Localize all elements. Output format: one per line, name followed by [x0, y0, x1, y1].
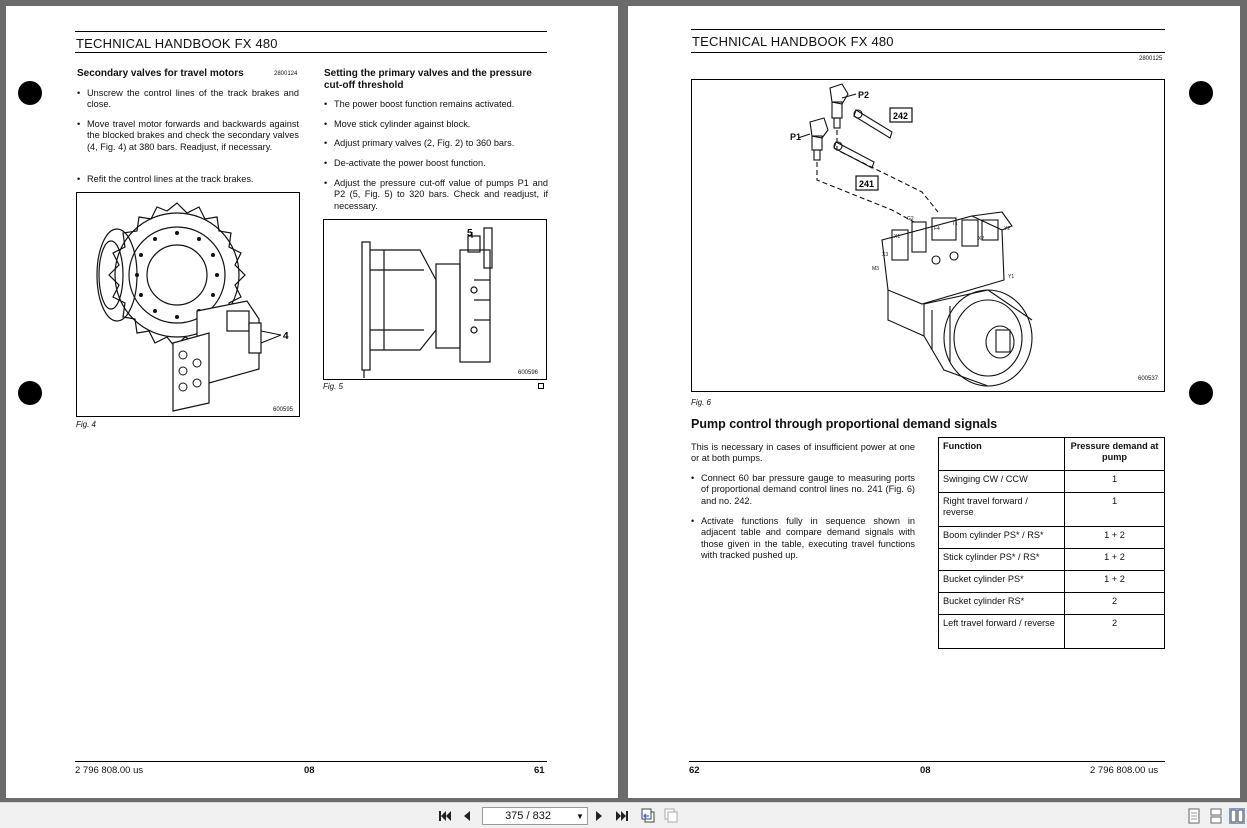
port-label: T1 — [952, 221, 958, 227]
figure-6-drawing — [691, 79, 1165, 392]
figure-caption: Fig. 6 — [691, 398, 712, 407]
table-cell: 1 — [1065, 493, 1165, 527]
figure-caption: Fig. 4 — [76, 420, 97, 429]
header-rule-top — [691, 29, 1165, 30]
table-row — [939, 549, 1165, 571]
port-label: Y2 — [1004, 226, 1011, 232]
table-cell: Right travel forward / reverse — [939, 493, 1065, 527]
document-number: 2800124 — [274, 71, 298, 77]
table-row — [939, 571, 1165, 593]
table-cell: Swinging CW / CCW — [939, 471, 1065, 493]
port-label: G2 — [907, 216, 914, 222]
viewer-toolbar — [0, 802, 1247, 828]
page-number-input[interactable] — [482, 807, 588, 825]
line-label-242: 242 — [893, 111, 909, 121]
previous-page-icon — [462, 810, 472, 822]
table-cell: 1 — [1065, 471, 1165, 493]
table-cell: Bucket cylinder RS* — [939, 593, 1065, 615]
table-cell: Stick cylinder PS* / RS* — [939, 549, 1065, 571]
table-cell: 1 + 2 — [1065, 549, 1165, 571]
table-cell: 1 + 2 — [1065, 571, 1165, 593]
section-heading: Setting the primary valves and the pressure cut-off threshold — [324, 68, 532, 91]
punch-hole — [1189, 81, 1213, 105]
port-label: X3 — [882, 252, 889, 258]
figure-5-drawing — [323, 219, 547, 380]
go-forward-button[interactable] — [663, 808, 679, 824]
port-label: X2 — [978, 236, 985, 242]
table-header: Pressure demand at pump — [1065, 438, 1165, 471]
table-cell: Bucket cylinder PS* — [939, 571, 1065, 593]
single-page-icon — [1188, 808, 1200, 824]
table-row — [939, 527, 1165, 549]
footer-section: 08 — [304, 765, 315, 776]
next-page-button[interactable] — [591, 808, 607, 824]
bullet-item: • De-activate the power boost function. — [324, 158, 548, 169]
footer-section: 08 — [920, 765, 931, 776]
last-page-button[interactable] — [614, 808, 630, 824]
callout-label: 5 — [467, 228, 473, 239]
figure-caption: Fig. 5 — [323, 382, 344, 391]
line-label-241: 241 — [859, 179, 875, 189]
pressure-demand-table — [938, 437, 1165, 649]
intro-paragraph: This is necessary in cases of insufficient power at one or at both pumps. — [691, 442, 915, 464]
page-header-title: TECHNICAL HANDBOOK FX 480 — [692, 34, 894, 49]
table-cell: Left travel forward / reverse — [939, 615, 1065, 649]
bullet-item: • Connect 60 bar pressure gauge to measuring ports of proportional demand control lines no. 241 (Fig. 6) and no. 242. — [691, 473, 915, 507]
figure-4-drawing — [76, 192, 300, 417]
page-61 — [6, 6, 618, 798]
punch-hole — [18, 81, 42, 105]
bullet-item: • Move travel motor forwards and backwards against the blocked brakes and check the secondary valves (4, Fig. 4) at 380 bars. Readjust, if necessary. — [77, 119, 299, 153]
continuous-page-icon — [1210, 808, 1222, 824]
section-title: Pump control through proportional demand signals — [691, 417, 998, 431]
punch-hole — [1189, 381, 1213, 405]
bullet-item: • Activate functions fully in sequence shown in adjacent table and compare demand signals with those given in the table, executing travel functions with tracked pushed up. — [691, 516, 915, 561]
header-rule-top — [75, 31, 547, 32]
footer-page-number: 62 — [689, 765, 700, 776]
document-number: 2800125 — [1139, 56, 1163, 62]
page-number-value: 375 / 832 — [505, 810, 551, 822]
last-page-icon — [615, 810, 629, 822]
bullet-item: • Adjust the pressure cut-off value of pumps P1 and P2 (5, Fig. 5) to 320 bars. Check and readjust, if necessary. — [324, 178, 548, 212]
footer-rule — [689, 761, 1165, 762]
chevron-down-icon[interactable]: ▼ — [576, 811, 584, 821]
page-header-title: TECHNICAL HANDBOOK FX 480 — [76, 36, 278, 51]
bullet-item: • Refit the control lines at the track brakes. — [77, 174, 299, 185]
port-label: Y1 — [1008, 274, 1015, 280]
end-of-section-mark — [538, 383, 544, 389]
table-row — [939, 493, 1165, 527]
header-rule-bottom — [691, 52, 1165, 53]
port-label: M3 — [872, 266, 879, 272]
forward-view-icon — [663, 808, 679, 824]
callout-label: 4 — [283, 331, 289, 342]
port-label-p1: P1 — [790, 132, 802, 142]
two-page-view-button[interactable] — [1229, 808, 1245, 824]
table-cell: 2 — [1065, 615, 1165, 649]
port-label: X1 — [894, 234, 901, 240]
footer-rule — [75, 761, 547, 762]
go-back-button[interactable] — [640, 808, 656, 824]
footer-docref: 2 796 808.00 us — [75, 765, 144, 776]
bullet-item: • Adjust primary valves (2, Fig. 2) to 360 bars. — [324, 138, 548, 149]
table-cell: 1 + 2 — [1065, 527, 1165, 549]
punch-hole — [18, 381, 42, 405]
table-row — [939, 615, 1165, 649]
next-page-icon — [594, 810, 604, 822]
bullet-item: • Move stick cylinder against block. — [324, 119, 548, 130]
figure-number: 600537 — [1138, 376, 1159, 382]
table-row — [939, 471, 1165, 493]
two-page-icon — [1230, 809, 1244, 823]
port-label: F4 — [934, 226, 940, 232]
port-label-p2: P2 — [858, 90, 870, 100]
section-heading: Secondary valves for travel motors — [77, 68, 244, 79]
table-cell: 2 — [1065, 593, 1165, 615]
footer-docref: 2 796 808.00 us — [1090, 765, 1159, 776]
figure-number: 600596 — [518, 370, 539, 376]
back-view-icon — [640, 808, 656, 824]
first-page-icon — [438, 810, 452, 822]
table-header: Function — [939, 438, 1065, 471]
figure-number: 600595 — [273, 407, 294, 413]
table-cell: Boom cylinder PS* / RS* — [939, 527, 1065, 549]
bullet-item: • Unscrew the control lines of the track brakes and close. — [77, 88, 299, 111]
header-rule-bottom — [75, 52, 547, 53]
previous-page-button[interactable] — [459, 808, 475, 824]
continuous-view-button[interactable] — [1208, 808, 1224, 824]
footer-page-number: 61 — [534, 765, 545, 776]
page-62 — [628, 6, 1240, 798]
first-page-button[interactable] — [437, 808, 453, 824]
single-page-view-button[interactable] — [1186, 808, 1202, 824]
table-row — [939, 593, 1165, 615]
bullet-item: • The power boost function remains activated. — [324, 99, 548, 110]
